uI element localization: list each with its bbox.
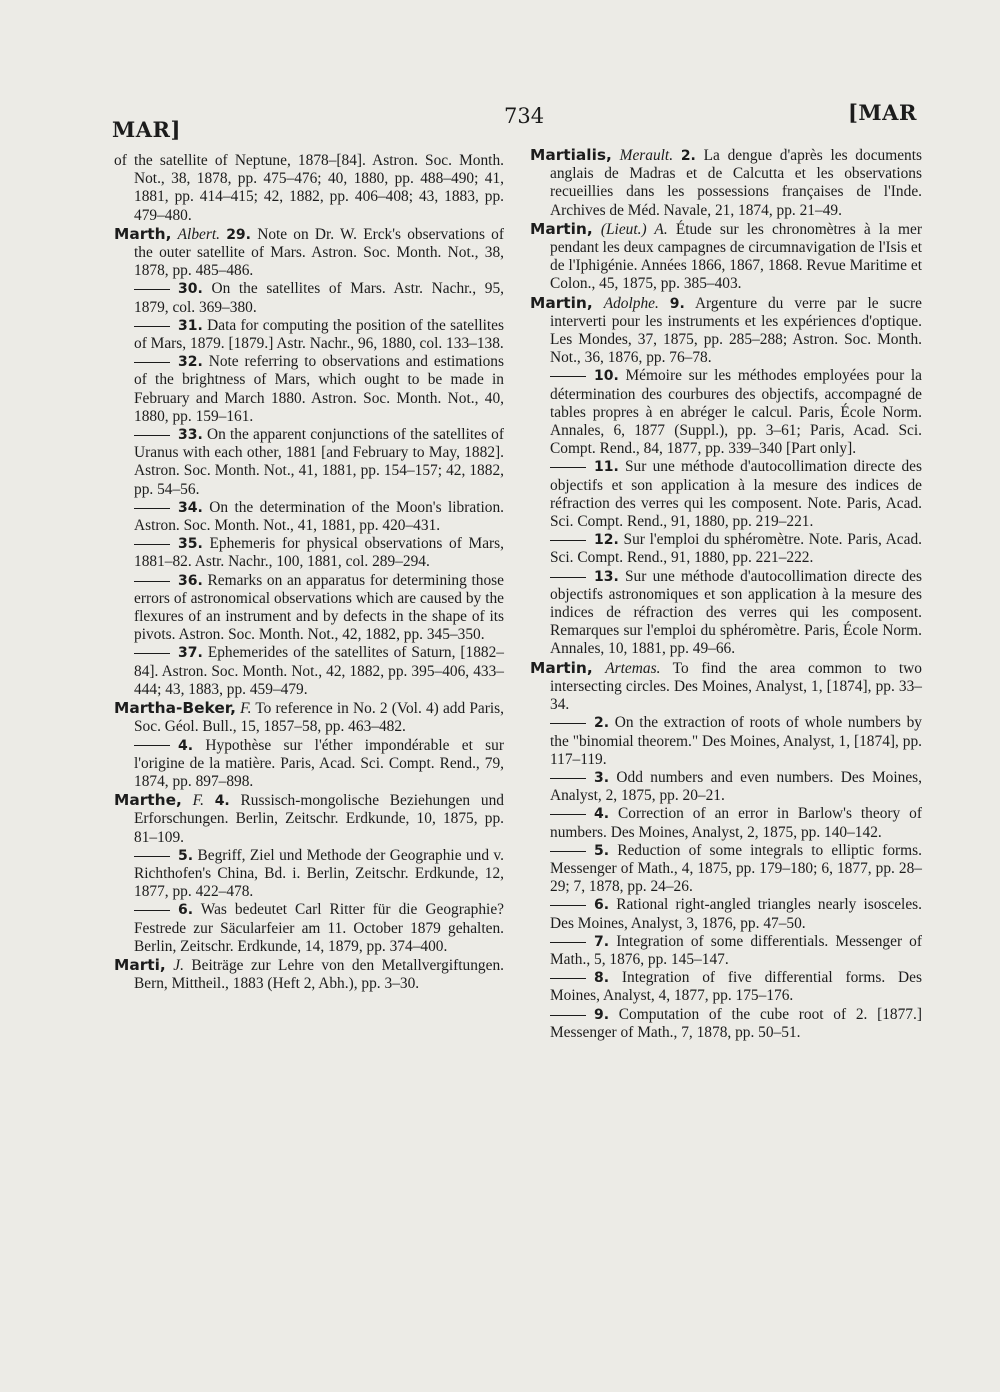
- entry-text: Odd numbers and even numbers. Des Moines, Analyst, 2, 1875, pp. 20–21.: [550, 768, 922, 805]
- entry-text: Russisch-mongolische Beziehungen und Erforschungen. Berlin, Zeitschr. Erdkunde, 10, 1875, pp. 81–109.: [134, 792, 504, 846]
- bibliography-subentry: [530, 531, 922, 567]
- bibliography-subentry: [530, 805, 922, 841]
- ditto-rule: [134, 581, 170, 582]
- bibliography-entry: [530, 146, 922, 220]
- entry-number: 10.: [594, 368, 619, 385]
- bibliography-subentry: [530, 714, 922, 769]
- author-given-name: Merault.: [619, 147, 674, 164]
- entry-text: Sur une méthode d'autocollimation directe des objectifs et son application à la mesure des indices de réfraction des verres qui les composent. Note. Paris, Acad. Sci. Compt. Rend., 91, 1880, pp. 219–221.: [550, 458, 922, 531]
- bibliography-entry: [530, 659, 922, 715]
- author-name: Martin,: [530, 658, 593, 677]
- bibliography-entry: [530, 294, 922, 368]
- bibliography-subentry: [114, 499, 504, 535]
- entry-text: Hypothèse sur l'éther impondérable et sur l'origine de la matière. Paris, Acad. Sci. Compt. Rend., 79, 1874, pp. 897–898.: [134, 736, 504, 790]
- entry-text: On the determination of the Moon's libration. Astron. Soc. Month. Not., 41, 1881, pp. 420–431.: [134, 498, 504, 535]
- entry-text: On the apparent conjunctions of the satellites of Uranus with each other, 1881 [and February to May, 1882]. Astron. Soc. Month. Not., 41, 1881, pp. 154–157; 42, 1882, pp. 54–56.: [134, 426, 504, 498]
- ditto-rule: [134, 653, 170, 654]
- author-given-name: (Lieut.) A.: [600, 220, 668, 238]
- bibliography-entry: [114, 791, 504, 847]
- entry-text: Computation of the cube root of 2. [1877.] Messenger of Math., 7, 1878, pp. 50–51.: [550, 1005, 922, 1041]
- bibliography-subentry: [114, 737, 504, 792]
- entry-number: 6.: [178, 902, 194, 919]
- ditto-rule: [134, 326, 170, 327]
- entry-text: Integration of five differential forms. Des Moines, Analyst, 4, 1877, pp. 175–176.: [550, 969, 922, 1005]
- bibliography-subentry: [114, 353, 504, 426]
- ditto-rule: [134, 362, 170, 363]
- entry-number: 30.: [178, 281, 203, 298]
- bibliography-subentry: [530, 969, 922, 1005]
- entry-number: 13.: [594, 568, 619, 585]
- entry-number: 34.: [178, 499, 203, 516]
- bibliography-subentry: [530, 933, 922, 969]
- author-name: Marthe,: [114, 791, 182, 810]
- bibliography-subentry: [530, 769, 922, 805]
- ditto-rule: [550, 467, 586, 468]
- entry-text: Mémoire sur les méthodes employées pour la détermination des courbures des objectifs, accompagné de tables propres à en abréger le calcul. Paris, École Norm. Annales, 6, 1877 (Suppl.), pp. 3–61; Paris, Acad. Sci. Compt. Rend., 84, 1877, pp. 339–340 [Part only].: [550, 367, 922, 458]
- bibliography-entry: [114, 225, 504, 281]
- entry-text: Note on Dr. W. Erck's observations of the outer satellite of Mars. Astron. Soc. Month. Not., 38, 1878, pp. 485–486.: [134, 225, 504, 280]
- left-column: [114, 152, 504, 993]
- entry-text: Sur une méthode d'autocollimation directe des objectifs astronomiques et son application à la mesure des indices de réfraction des verres qui les composent. Remarques sur l'emploi du sphéromètre. Paris, École Norm. Annales, 10, 1881, pp. 49–66.: [550, 567, 922, 658]
- ditto-rule: [550, 778, 586, 779]
- entry-number: 31.: [178, 317, 203, 334]
- author-name: Martialis,: [530, 146, 612, 164]
- ditto-rule: [134, 856, 170, 857]
- running-head-right: [MAR: [848, 100, 917, 125]
- ditto-rule: [134, 745, 170, 746]
- right-column: [530, 146, 922, 1042]
- entry-text: Reduction of some integrals to elliptic forms. Messenger of Math., 4, 1875, pp. 179–180; 6, 1877, pp. 28–29; 7, 1878, pp. 24–26.: [550, 841, 922, 896]
- ditto-rule: [550, 723, 586, 724]
- entry-text: Was bedeutet Carl Ritter für die Geographie? Festrede zur Säcularfeier am 11. October 1879 gehalten. Berlin, Zeitschr. Erdkunde, 14, 1879, pp. 374–400.: [134, 901, 504, 955]
- entry-number: 12.: [594, 532, 619, 549]
- entry-text: of the satellite of Neptune, 1878–[84]. Astron. Soc. Month. Not., 38, 1878, pp. 475–476; 40, 1880, pp. 488–490; 41, 1881, pp. 414–415; 42, 1882, pp. 406–408; 43, 1883, pp. 479–480.: [114, 152, 504, 224]
- entry-number: 32.: [178, 354, 203, 371]
- ditto-rule: [550, 942, 586, 943]
- author-given-name: F.: [192, 792, 204, 810]
- ditto-rule: [134, 435, 170, 436]
- bibliography-subentry: [114, 535, 504, 571]
- bibliography-subentry: [114, 280, 504, 316]
- entry-number: 36.: [178, 572, 203, 589]
- entry-number: 3.: [594, 769, 610, 786]
- author-given-name: Albert.: [177, 225, 220, 243]
- entry-number: 9.: [594, 1006, 610, 1023]
- ditto-rule: [550, 978, 586, 979]
- bibliography-subentry: [530, 896, 922, 932]
- page-number: 734: [504, 104, 545, 128]
- ditto-rule: [550, 376, 586, 377]
- bibliography-subentry: [114, 901, 504, 956]
- entry-number: 6.: [594, 897, 610, 914]
- entry-number: 2.: [680, 148, 696, 164]
- bibliography-subentry: [530, 842, 922, 897]
- entry-text: Ephemerides of the satellites of Saturn, [1882–84]. Astron. Soc. Month. Not., 42, 1882, pp. 395–406, 433–444; 43, 1883, pp. 459–479.: [134, 644, 504, 698]
- entry-text: On the satellites of Mars. Astr. Nachr., 95, 1879, col. 369–380.: [134, 280, 504, 316]
- bibliography-subentry: [530, 367, 922, 458]
- author-name: Martha-Beker,: [114, 699, 236, 718]
- entry-number: 8.: [594, 970, 610, 987]
- entry-text: Beiträge zur Lehre von den Metallvergiftungen. Bern, Mittheil., 1883 (Heft 2, Abh.), pp. 3–30.: [134, 956, 504, 993]
- entry-text: Rational right-angled triangles nearly isosceles. Des Moines, Analyst, 3, 1876, pp. 47–50.: [550, 896, 922, 932]
- entry-text: Integration of some differentials. Messenger of Math., 5, 1876, pp. 145–147.: [550, 932, 922, 968]
- ditto-rule: [134, 544, 170, 545]
- entry-number: 29.: [226, 226, 251, 243]
- ditto-rule: [550, 851, 586, 852]
- entry-number: 4.: [178, 737, 194, 754]
- entry-continuation: [114, 152, 504, 225]
- entry-number: 33.: [178, 427, 203, 444]
- entry-text: On the extraction of roots of whole numbers by the "binomial theorem." Des Moines, Analyst, 1, [1874], pp. 117–119.: [550, 714, 922, 768]
- author-given-name: Adolphe.: [603, 294, 659, 312]
- bibliography-subentry: [114, 847, 504, 902]
- author-name: Martin,: [530, 219, 593, 238]
- entry-number: 4.: [594, 806, 610, 823]
- author-name: Marth,: [114, 224, 172, 243]
- entry-number: 11.: [594, 459, 619, 476]
- ditto-rule: [134, 289, 170, 290]
- entry-text: Note referring to observations and estimations of the brightness of Mars, which ought to be made in February and March 1880. Astron. Soc. Month. Not., 40, 1880, pp. 159–161.: [134, 353, 504, 425]
- bibliography-subentry: [114, 572, 504, 645]
- author-given-name: Artemas.: [605, 659, 661, 677]
- author-name: Marti,: [114, 955, 166, 974]
- entry-number: 35.: [178, 536, 203, 553]
- ditto-rule: [134, 508, 170, 509]
- ditto-rule: [550, 540, 586, 541]
- entry-number: 37.: [178, 645, 203, 662]
- ditto-rule: [550, 1015, 586, 1016]
- entry-number: 7.: [594, 933, 610, 950]
- entry-text: Ephemeris for physical observations of Mars, 1881–82. Astr. Nachr., 100, 1881, col. 289–294.: [134, 535, 504, 571]
- ditto-rule: [134, 910, 170, 911]
- bibliography-entry: [114, 956, 504, 993]
- entry-number: 4.: [214, 793, 230, 810]
- author-name: Martin,: [530, 293, 593, 312]
- bibliography-subentry: [114, 644, 504, 699]
- bibliography-subentry: [530, 458, 922, 531]
- ditto-rule: [550, 905, 586, 906]
- ditto-rule: [550, 577, 586, 578]
- bibliography-subentry: [114, 317, 504, 353]
- bibliography-entry: [530, 220, 922, 294]
- entry-text: Remarks on an apparatus for determining those errors of astronomical observations which are caused by the flexures of an instrument and by defects in the shape of its pivots. Astron. Soc. Month. Not., 42, 1882, pp. 345–350.: [134, 571, 504, 644]
- entry-number: 2.: [594, 715, 610, 732]
- ditto-rule: [550, 814, 586, 815]
- entry-number: 5.: [178, 847, 194, 864]
- entry-text: Argenture du verre par le sucre interverti pour les instruments et les expériences d'optique. Les Mondes, 37, 1875, pp. 285–288; Astron. Soc. Month. Not., 36, 1876, pp. 76–78.: [550, 294, 922, 367]
- bibliography-entry: [114, 699, 504, 736]
- entry-text: Étude sur les chronomètres à la mer pendant les deux campagnes de circumnavigation de l'Isis et de l'Iphigénie. Années 1866, 1867, 1868. Revue Maritime et Colon., 45, 1875, pp. 385–403.: [550, 220, 922, 293]
- entry-text: To find the area common to two intersecting circles. Des Moines, Analyst, 1, [1874], pp. 33–34.: [550, 659, 922, 714]
- entry-text: Begriff, Ziel und Methode der Geographie und v. Richthofen's China, Bd. i. Berlin, Zeitschr. Erdkunde, 12, 1877, pp. 422–478.: [134, 846, 504, 901]
- entry-number: 9.: [669, 295, 685, 312]
- bibliography-subentry: [530, 568, 922, 659]
- entry-text: To reference in No. 2 (Vol. 4) add Paris, Soc. Géol. Bull., 15, 1857–58, pp. 463–482.: [134, 700, 504, 736]
- entry-text: Sur l'emploi du sphéromètre. Note. Paris, Acad. Sci. Compt. Rend., 91, 1880, pp. 221–222.: [550, 531, 922, 567]
- running-head-left: MAR]: [112, 117, 181, 142]
- entry-text: Correction of an error in Barlow's theory of numbers. Des Moines, Analyst, 2, 1875, pp. 140–142.: [550, 805, 922, 841]
- author-given-name: F.: [240, 700, 252, 718]
- author-given-name: J.: [173, 956, 184, 974]
- entry-number: 5.: [594, 842, 610, 859]
- entry-text: La dengue d'après les documents anglais de Madras et de Calcutta et les observations recueillies dans les possessions françaises de l'Inde. Archives de Méd. Navale, 21, 1874, pp. 21–49.: [550, 147, 922, 219]
- bibliography-subentry: [530, 1006, 922, 1042]
- bibliography-subentry: [114, 426, 504, 499]
- entry-text: Data for computing the position of the satellites of Mars, 1879. [1879.] Astr. Nachr., 96, 1880, col. 133–138.: [134, 316, 504, 353]
